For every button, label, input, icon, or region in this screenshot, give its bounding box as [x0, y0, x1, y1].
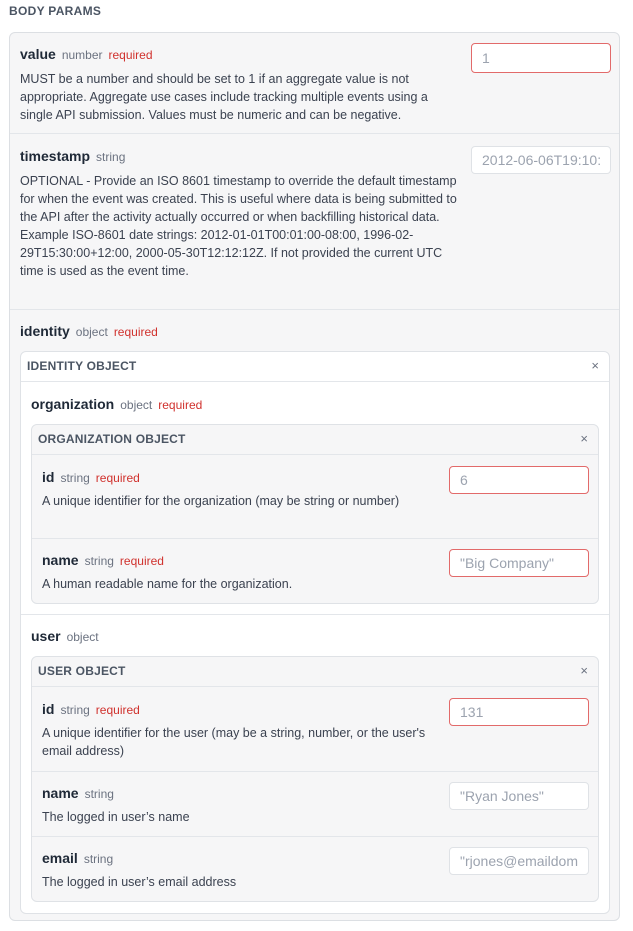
- required-label: required: [113, 325, 158, 339]
- required-label: required: [95, 703, 140, 717]
- identity-object-card: [20, 351, 610, 914]
- divider: [32, 771, 598, 772]
- param-description: A unique identifier for the organization (may be string or number): [42, 494, 400, 508]
- card-header: [21, 352, 609, 382]
- param-type: string: [96, 150, 126, 164]
- divider: [32, 836, 598, 837]
- param-description: MUST be a number and should be set to 1 if an aggregate value is not appropriate. Aggregate use cases include tracking multiple events using a single API submission. Values must be numeric and can be negative.: [20, 72, 428, 122]
- user-name-input[interactable]: [449, 782, 589, 810]
- param-name: email: [42, 850, 78, 866]
- param-type: string: [84, 787, 114, 801]
- required-label: required: [108, 48, 153, 62]
- organization-id-input[interactable]: [449, 466, 589, 494]
- param-name: id: [42, 701, 55, 717]
- card-header: [32, 425, 598, 455]
- param-name: name: [42, 785, 79, 801]
- timestamp-input[interactable]: [471, 146, 611, 174]
- param-name: identity: [20, 323, 70, 339]
- param-type: object: [66, 630, 99, 644]
- divider: [21, 614, 609, 615]
- param-timestamp: [10, 134, 619, 309]
- param-description: The logged in user’s email address: [42, 875, 237, 889]
- param-name: organization: [31, 396, 115, 412]
- section-title: BODY PARAMS: [9, 4, 102, 18]
- param-name: user: [31, 628, 61, 644]
- card-title: USER OBJECT: [38, 664, 126, 678]
- organization-object-card: [31, 424, 599, 604]
- required-label: required: [95, 471, 140, 485]
- param-description: OPTIONAL - Provide an ISO 8601 timestamp to override the default timestamp for when the event was created. This is useful where data is being submitted to the API after the activity actually occurred or when backfilling historical data. Example ISO-8601 date strings: 2012-01-01T00:01:00-08:00, 1996-02-29T15:30:00+12:00, 2000-05-30T12:12:12Z. If not provided the current UTC time is used as the event time.: [20, 174, 457, 278]
- param-name: timestamp: [20, 148, 91, 164]
- param-type: string: [83, 852, 114, 866]
- card-header: [32, 657, 598, 687]
- param-name: value: [20, 46, 56, 62]
- card-title: ORGANIZATION OBJECT: [38, 432, 186, 446]
- user-object-card: [31, 656, 599, 902]
- close-icon[interactable]: ×: [580, 431, 588, 446]
- param-description: A unique identifier for the user (may be a string, number, or the user's email address): [42, 726, 426, 758]
- param-name: id: [42, 469, 55, 485]
- required-label: required: [158, 398, 203, 412]
- close-icon[interactable]: ×: [591, 358, 599, 373]
- param-type: number: [61, 48, 103, 62]
- param-description: The logged in user’s name: [42, 810, 190, 824]
- value-input[interactable]: [471, 43, 611, 73]
- param-type: object: [120, 398, 153, 412]
- param-type: string: [84, 554, 114, 568]
- body-params-panel: [9, 32, 620, 921]
- required-label: required: [119, 554, 164, 568]
- param-value: [10, 33, 619, 133]
- param-type: string: [60, 703, 90, 717]
- organization-name-input[interactable]: [449, 549, 589, 577]
- close-icon[interactable]: ×: [580, 663, 588, 678]
- param-identity: [10, 310, 619, 920]
- param-type: string: [60, 471, 90, 485]
- user-id-input[interactable]: [449, 698, 589, 726]
- param-type: object: [75, 325, 108, 339]
- user-email-input[interactable]: [449, 847, 589, 875]
- param-description: A human readable name for the organization.: [42, 577, 293, 591]
- card-title: IDENTITY OBJECT: [27, 359, 137, 373]
- divider: [32, 538, 598, 539]
- param-name: name: [42, 552, 79, 568]
